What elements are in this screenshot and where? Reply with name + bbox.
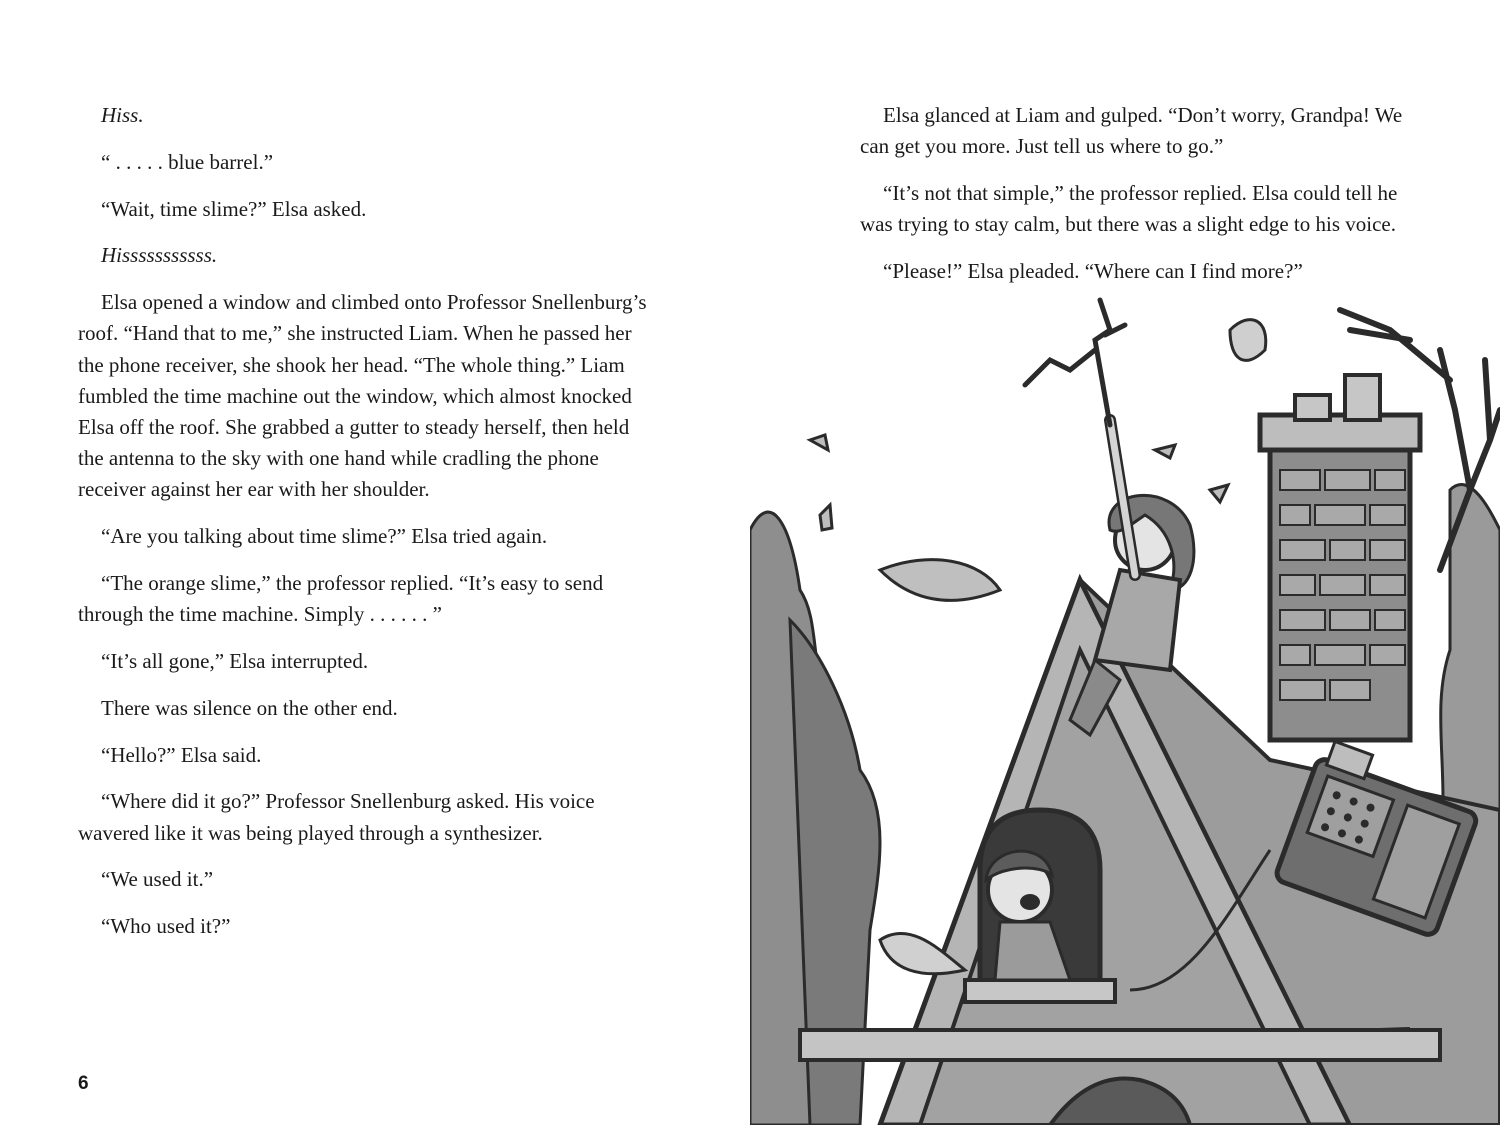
rooftop-illustration [750,290,1500,1125]
leaf-icon [820,505,832,530]
paragraph: Elsa opened a window and climbed onto Professor Snellenburg’s roof. “Hand that to me,” she instructed Liam. When he passed her the phone receiver, she shook her head. “The whole thing.” Liam fumbled the time machine out the window, which almost knocked Elsa off the roof. She grabbed a gutter to steady herself, then held the antenna to the sky with one hand while cradling the phone receiver against her ear with her shoulder. [78,290,647,502]
right-page-text [860,100,1430,303]
leaf-icon [1210,485,1228,502]
paragraph: “We used it.” [101,867,214,892]
leaf-icon [1155,445,1175,458]
paragraph: “Where did it go?” Professor Snellenburg asked. His voice wavered like it was being played through a synthesizer. [78,789,595,845]
paragraph: “It’s all gone,” Elsa interrupted. [101,649,369,673]
paragraph: “ . . . . . blue barrel.” [101,149,274,174]
paragraph: “Wait, time slime?” Elsa asked. [101,196,367,221]
paragraph: Elsa glanced at Liam and gulped. “Don’t worry, Grandpa! We can get you more. Just tell us where to go.” [860,103,1403,159]
leaf-icon [1230,320,1266,361]
paragraph: There was silence on the other end. [101,695,398,720]
leaf-icon [810,435,828,450]
paragraph: “Are you talking about time slime?” Elsa tried again. [101,524,548,549]
paragraph: “Please!” Elsa pleaded. “Where can I find more?” [883,259,1303,283]
paragraph: Hisssssssssss. [101,243,218,268]
right-page [750,0,1500,1125]
leaf-icon [880,560,1000,601]
left-page-text [78,100,648,958]
paragraph: “The orange slime,” the professor replied. “It’s easy to send through the time machine. Simply . . . . . . ” [78,571,604,627]
paragraph: Hiss. [101,103,144,127]
paragraph: “Who used it?” [101,914,231,939]
antenna-icon [1025,300,1125,425]
page-number: 6 [78,1073,89,1094]
paragraph: “It’s not that simple,” the professor replied. Elsa could tell he was trying to stay calm, but there was a slight edge to his voice. [860,181,1398,237]
paragraph: “Hello?” Elsa said. [101,742,262,767]
